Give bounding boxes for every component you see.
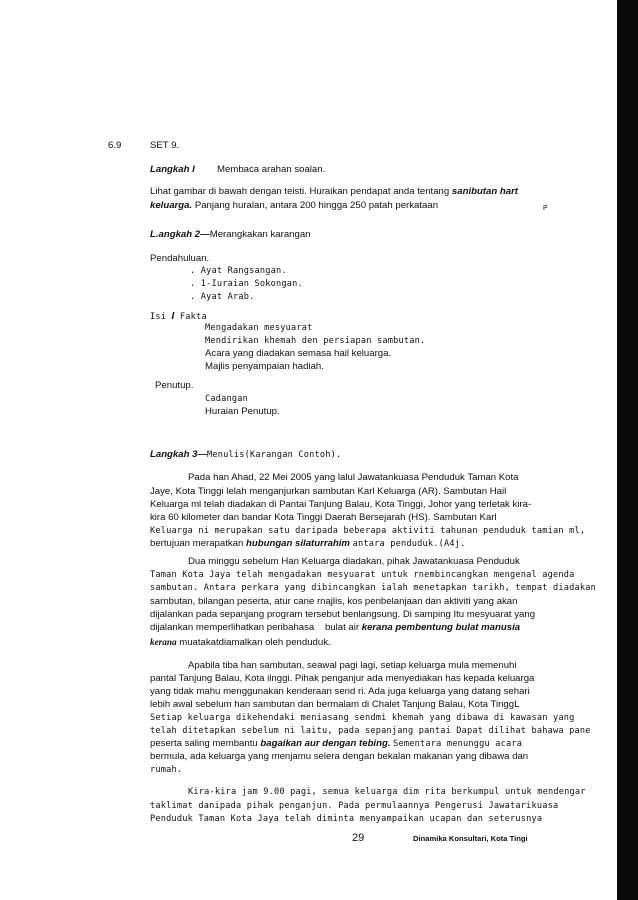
intro-item: . Ayat Rangsangan. [190,266,287,276]
highlighted-phrase: bagaikan aur dengan tebing. [260,738,391,749]
step1-label: Langkah I [150,164,195,175]
content-item: Acara yang diadakan semasa hail keluarga. [205,348,392,359]
essay-line: dijalankan pada sepanjang program tersebut benlangsung. Di samping Itu mesyuarat yang [150,609,536,620]
essay-line: kerana muatakatdiamalkan oleh penduduk. [150,637,331,648]
essay-line: Penduduk Taman Kota Jaya telah diminta menyampaikan ucapan dan seterusnya [150,814,543,824]
essay-line: Keluarga ni merupakan satu daripada beberapa aktiviti tahunan penduduk tamian ml, [150,526,586,536]
intro-item: . Ayat Arab. [190,292,255,302]
essay-line: kira 60 kilometer dan bandar Kota Tinggi Daerah Bersejarah (HS). Sambutan Karl [150,512,497,523]
essay-line: sarnbutan, bilangan peserta, atur cane rnajlis, kos penbelanjaan dan aktiviti yang akan [150,596,518,607]
essay-line: peserta saling membantu bagaikan aur dengan tebing. Sementara menunggu acara [150,738,523,749]
instruction-topic: sanibutan hart [451,186,519,197]
essay-line: Taman Kota Jaya telah mengadakan mesyuarat untuk rnembincangkan mengenal agenda [150,570,575,580]
essay-line: bermula, ada keluarga yang menjamu selera dengan bekalan makanan yang dibawa dan [150,751,529,762]
intro-label: Pendahuluan. [150,253,210,264]
page-number: 29 [352,832,365,844]
essay-line: rumah. [150,765,183,775]
essay-line: pantal Tanjung Balau, Kota ilnggi. Pihak penganjur ada menyediakan has kepada keluarga [150,673,535,684]
essay-line: Pada han Ahad, 22 Mei 2005 yang lalul Jawatankuasa Penduduk Taman Kota [188,472,519,483]
essay-line: taklimat danipada pihak penganjun. Pada permulaannya Pengerusi Jawatarikuasa [150,801,559,811]
step1-title: Membaca arahan soalan. [217,164,326,175]
closing-label: Penutup. [155,380,194,391]
intro-item: . 1-Iuraian Sokongan. [190,279,303,289]
content-item: Majlis penyampaian hadiah. [205,361,324,372]
step2-heading: L.angkah 2—Merangkakan karangan [150,229,311,240]
step3-heading: Langkah 3—Menulis(Karangan Contoh). [150,449,342,460]
section-title: SET 9. [150,140,180,151]
essay-line: Keluarga ml telah diadakan di Pantai Tanjung Balau, Kota Tinggi, Johor yang terletak kira- [150,499,532,510]
stray-mark: P [543,205,548,212]
highlighted-phrase: kerana pembentung bulat manusia [361,622,521,633]
essay-line: bertujuan merapatkan hubungan silaturrahim antara penduduk.(A4j. [150,538,466,549]
content-item: Mengadakan mesyuarat [205,323,313,333]
essay-line: Jaye, Kota Tinggi lelah menganjurkan sambutan Karl Keluarga (AR). Sambutan Hail [150,486,507,497]
essay-line: lebih awal sebelum han sambutan dan bermalam di Chalet Tanjung Balau, Kota TinggL [150,699,520,710]
essay-line: telah ditetapkan sebelum ni laitu, pada sepanjang pantai Dapat dilihat bahawa pane [150,726,591,736]
highlighted-phrase: hubungan silaturrahim [246,538,350,549]
section-number: 6.9 [108,140,122,151]
essay-line: Setiap keluarga dikehendaki meniasang sendmi khemah yang dibawa di kawasan yang [150,713,575,723]
essay-line: dijalankan memperlihatkan peribahasa bulat air kerana pembentung bulat manusia [150,622,521,633]
essay-line: yang tidak mahu menggunakan kenderaan send ri. Ada juga keluarga yang datang sehari [150,686,530,697]
essay-line: Apabila tiba han sambutan, seawal pagi lagi, setiap keluarga mula memenuhi [188,660,517,671]
content-item: Mendirikan khemah den persiapan sambutan. [205,336,426,346]
closing-item: Cadangan [205,394,248,404]
closing-item: Huraian Penutup. [205,406,280,417]
instruction-line-2: keluarga. Panjang huralan, antara 200 hingga 250 patah perkataan [150,200,439,211]
content-label: Isi I Fakta [150,311,207,322]
publisher-footer: Dinamika Konsultari, Kota Tingi [413,834,528,843]
essay-line: Dua minggu sebelum Han Keluarga diadakan, pihak Jawatankuasa Penduduk [188,556,520,567]
essay-line: sambutan. Antara perkara yang dibincangkan ialah menetapkan tarikh, tempat diadakan [150,583,597,593]
instruction-line-1: Lihat gambar di bawah dengan teisti. Huraikan pendapat anda tentang sanibutan hart [150,186,519,197]
scanned-page-edge [617,0,638,900]
essay-line: Kira-kira jam 9.00 pagi, semua keluarga dim rita berkumpul untuk mendengar [188,787,586,797]
